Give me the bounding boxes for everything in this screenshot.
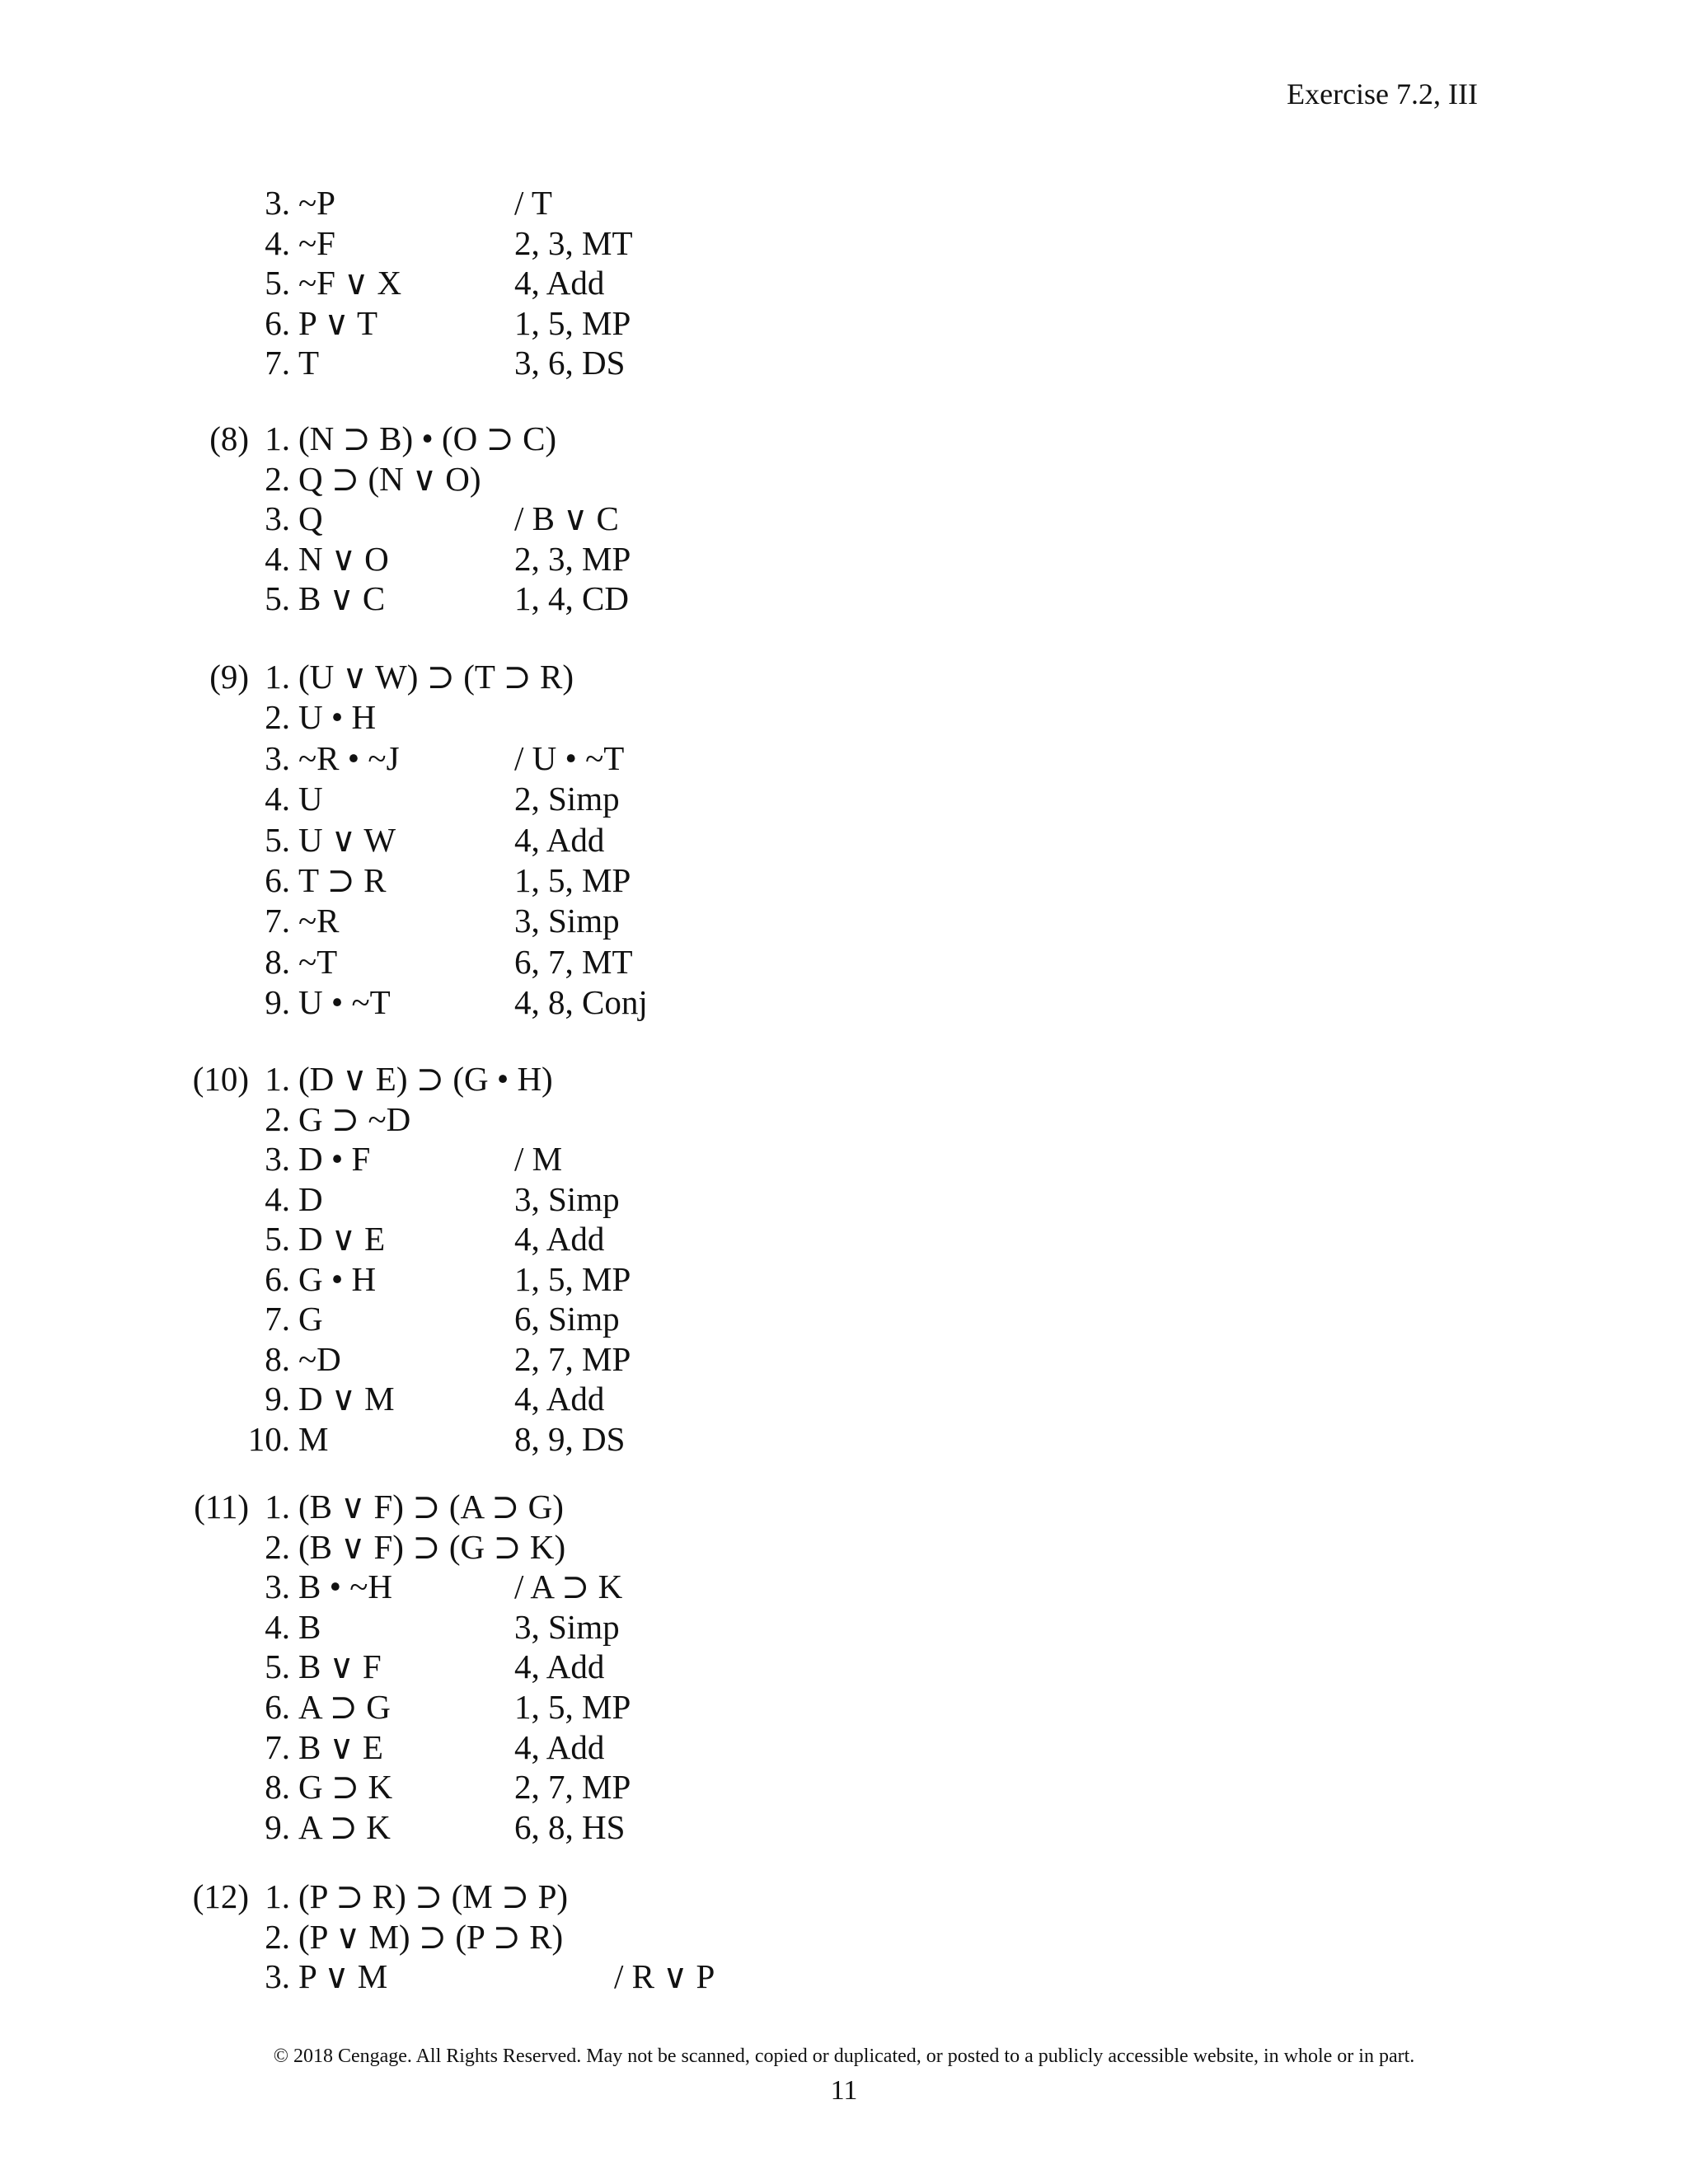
- justification: / B ∨ C: [514, 499, 619, 537]
- line-number: 5.: [265, 820, 290, 859]
- formula: ~R • ~J: [298, 738, 400, 777]
- justification: 4, Add: [514, 264, 605, 302]
- justification: 3, 6, DS: [514, 344, 626, 382]
- proof-line: [0, 901, 1688, 940]
- formula: G • H: [298, 1259, 377, 1298]
- line-number: 5.: [265, 1647, 290, 1686]
- copyright-footer: © 2018 Cengage. All Rights Reserved. May not be scanned, copied or duplicated, or posted to a publicly accessible website, in whole or in part.: [273, 2046, 1415, 2067]
- formula: U ∨ W: [298, 820, 396, 859]
- formula: Q: [298, 499, 323, 537]
- proof-line: [0, 1877, 1688, 1916]
- formula: Q ⊃ (N ∨ O): [298, 459, 481, 498]
- line-number: 5.: [265, 1220, 290, 1258]
- line-number: 3.: [265, 738, 290, 777]
- line-number: 4.: [265, 223, 290, 262]
- proof-line: [0, 820, 1688, 860]
- line-number: 1.: [265, 658, 290, 696]
- formula: (B ∨ F) ⊃ (G ⊃ K): [298, 1527, 566, 1566]
- proof-line: [0, 263, 1688, 302]
- line-number: 1.: [265, 1877, 290, 1915]
- line-number: 7.: [265, 344, 290, 382]
- formula: P ∨ M: [298, 1957, 388, 1995]
- problem-number: (9): [209, 658, 249, 696]
- line-number: 9.: [265, 983, 290, 1022]
- proof-line: [0, 1339, 1688, 1379]
- line-number: 2.: [265, 1527, 290, 1566]
- formula: D: [298, 1179, 323, 1218]
- proof-line: [0, 223, 1688, 263]
- formula: G ⊃ K: [298, 1768, 393, 1807]
- proof-line: [0, 1139, 1688, 1179]
- formula: U: [298, 780, 323, 818]
- justification: 6, 7, MT: [514, 942, 633, 981]
- line-number: 8.: [265, 1768, 290, 1807]
- line-number: 3.: [265, 1140, 290, 1178]
- proof-line: [0, 539, 1688, 579]
- line-number: 2.: [265, 698, 290, 737]
- proof-line: [0, 303, 1688, 343]
- proof-line: [0, 1567, 1688, 1606]
- proof-line: [0, 657, 1688, 696]
- proof-line: [0, 1727, 1688, 1767]
- proof-line: [0, 419, 1688, 458]
- formula: D • F: [298, 1140, 371, 1178]
- justification: 3, Simp: [514, 1607, 620, 1646]
- formula: D ∨ M: [298, 1380, 395, 1418]
- proof-line: [0, 1419, 1688, 1459]
- page-header: Exercise 7.2, III: [1287, 77, 1478, 110]
- justification: 2, 3, MP: [514, 539, 631, 578]
- proof-line: [0, 1917, 1688, 1957]
- justification: 1, 4, CD: [514, 579, 629, 617]
- proof-line: [0, 982, 1688, 1022]
- proof-line: [0, 1687, 1688, 1727]
- justification: 4, Add: [514, 1727, 605, 1766]
- proof-line: [0, 942, 1688, 982]
- proof-line: [0, 738, 1688, 778]
- proof-line: [0, 697, 1688, 737]
- proof-line: [0, 860, 1688, 900]
- line-number: 9.: [265, 1807, 290, 1846]
- line-number: 1.: [265, 419, 290, 457]
- justification: 1, 5, MP: [514, 1259, 631, 1298]
- formula: T ⊃ R: [298, 861, 387, 899]
- formula: M: [298, 1419, 329, 1458]
- formula: U • H: [298, 698, 377, 737]
- line-number: 5.: [265, 264, 290, 302]
- line-number: 7.: [265, 1727, 290, 1766]
- line-number: 5.: [265, 579, 290, 617]
- justification: 2, 7, MP: [514, 1339, 631, 1378]
- proof-line: [0, 1767, 1688, 1807]
- justification: 6, Simp: [514, 1300, 620, 1338]
- line-number: 3.: [265, 1957, 290, 1995]
- proof-line: [0, 1099, 1688, 1139]
- line-number: 4.: [265, 780, 290, 818]
- justification: 2, Simp: [514, 780, 620, 818]
- line-number: 8.: [265, 942, 290, 981]
- justification: 4, 8, Conj: [514, 983, 648, 1022]
- justification: 4, Add: [514, 820, 605, 859]
- justification: 3, Simp: [514, 902, 620, 940]
- formula: G: [298, 1300, 323, 1338]
- proof-line: [0, 1957, 1688, 1996]
- line-number: 2.: [265, 1099, 290, 1138]
- proof-line: [0, 1379, 1688, 1418]
- problem-number: (10): [192, 1060, 249, 1098]
- line-number: 3.: [265, 184, 290, 222]
- justification: 4, Add: [514, 1647, 605, 1686]
- line-number: 4.: [265, 1179, 290, 1218]
- justification: 4, Add: [514, 1220, 605, 1258]
- justification: 1, 5, MP: [514, 861, 631, 899]
- justification: / M: [514, 1140, 563, 1178]
- justification: 1, 5, MP: [514, 303, 631, 342]
- line-number: 9.: [265, 1380, 290, 1418]
- justification: 2, 3, MT: [514, 223, 633, 262]
- justification: 8, 9, DS: [514, 1419, 626, 1458]
- formula: N ∨ O: [298, 539, 389, 578]
- proof-line: [0, 1807, 1688, 1847]
- formula: ~F: [298, 223, 335, 262]
- formula: (P ∨ M) ⊃ (P ⊃ R): [298, 1917, 564, 1956]
- line-number: 6.: [265, 1259, 290, 1298]
- problem-number: (8): [209, 419, 249, 457]
- formula: (N ⊃ B) • (O ⊃ C): [298, 419, 557, 457]
- line-number: 6.: [265, 1688, 290, 1726]
- formula: (B ∨ F) ⊃ (A ⊃ G): [298, 1488, 564, 1526]
- formula: A ⊃ K: [298, 1807, 391, 1846]
- line-number: 3.: [265, 499, 290, 537]
- formula: ~D: [298, 1339, 341, 1378]
- justification: 6, 8, HS: [514, 1807, 626, 1846]
- formula: A ⊃ G: [298, 1688, 391, 1726]
- formula: B ∨ E: [298, 1727, 383, 1766]
- line-number: 6.: [265, 303, 290, 342]
- justification: / U • ~T: [514, 738, 625, 777]
- problem-number: (12): [192, 1877, 249, 1915]
- formula: G ⊃ ~D: [298, 1099, 411, 1138]
- line-number: 7.: [265, 1300, 290, 1338]
- justification: 1, 5, MP: [514, 1688, 631, 1726]
- proof-line: [0, 1059, 1688, 1099]
- proof-line: [0, 343, 1688, 382]
- formula: (D ∨ E) ⊃ (G • H): [298, 1060, 553, 1098]
- justification: 2, 7, MP: [514, 1768, 631, 1807]
- line-number: 8.: [265, 1339, 290, 1378]
- proof-line: [0, 1607, 1688, 1647]
- proof-line: [0, 459, 1688, 499]
- line-number: 4.: [265, 539, 290, 578]
- formula: U • ~T: [298, 983, 391, 1022]
- formula: P ∨ T: [298, 303, 378, 342]
- line-number: 3.: [265, 1568, 290, 1606]
- justification: / T: [514, 184, 552, 222]
- proof-line: [0, 779, 1688, 818]
- line-number: 6.: [265, 861, 290, 899]
- proof-line: [0, 1299, 1688, 1338]
- formula: D ∨ E: [298, 1220, 386, 1258]
- page-number: 11: [830, 2075, 858, 2106]
- formula: T: [298, 344, 320, 382]
- formula: B ∨ C: [298, 579, 386, 617]
- justification: / A ⊃ K: [514, 1568, 623, 1606]
- formula: B: [298, 1607, 321, 1646]
- formula: B ∨ F: [298, 1647, 382, 1686]
- proof-line: [0, 499, 1688, 538]
- formula: ~R: [298, 902, 340, 940]
- formula: ~T: [298, 942, 338, 981]
- problem-number: (11): [194, 1488, 249, 1526]
- proof-line: [0, 579, 1688, 618]
- line-number: 1.: [265, 1488, 290, 1526]
- formula: (P ⊃ R) ⊃ (M ⊃ P): [298, 1877, 569, 1915]
- proof-line: [0, 1179, 1688, 1219]
- justification: / R ∨ P: [614, 1957, 715, 1995]
- proof-line: [0, 1647, 1688, 1686]
- formula: ~F ∨ X: [298, 264, 402, 302]
- line-number: 1.: [265, 1060, 290, 1098]
- formula: ~P: [298, 184, 335, 222]
- proof-line: [0, 1527, 1688, 1567]
- line-number: 7.: [265, 902, 290, 940]
- formula: B • ~H: [298, 1568, 392, 1606]
- line-number: 2.: [265, 1917, 290, 1956]
- formula: (U ∨ W) ⊃ (T ⊃ R): [298, 658, 574, 696]
- proof-line: [0, 1219, 1688, 1258]
- line-number: 10.: [247, 1419, 290, 1458]
- justification: 4, Add: [514, 1380, 605, 1418]
- line-number: 4.: [265, 1607, 290, 1646]
- proof-line: [0, 1259, 1688, 1299]
- proof-line: [0, 1487, 1688, 1526]
- proof-line: [0, 183, 1688, 223]
- line-number: 2.: [265, 459, 290, 498]
- justification: 3, Simp: [514, 1179, 620, 1218]
